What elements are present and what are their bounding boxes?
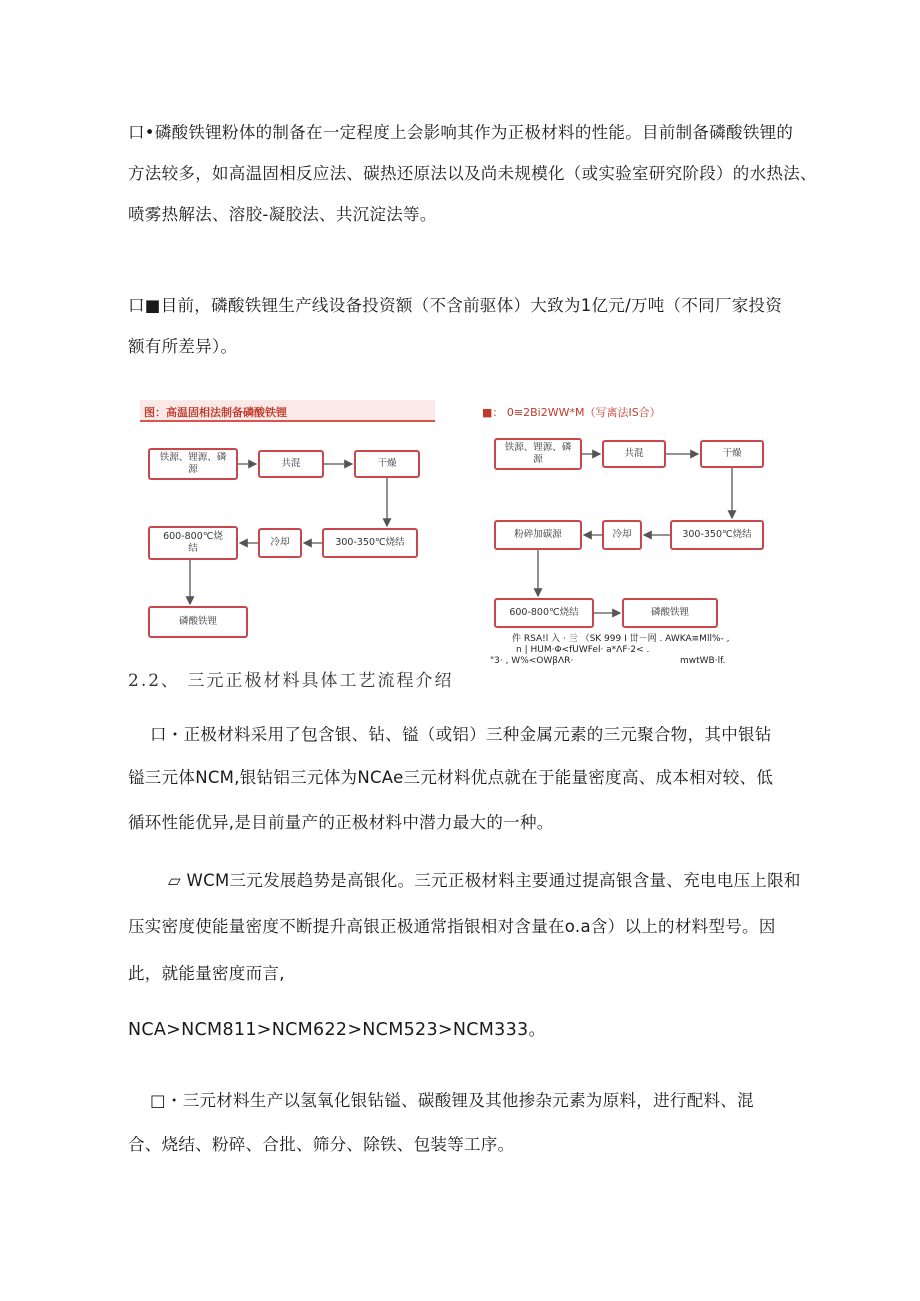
box-crush-carbon: 粉碎加碳源 [494, 520, 582, 550]
figure-title: 图：高温固相法制备磷酸铁锂 [144, 406, 287, 419]
box-sinter-600: 600-800℃烧结 [148, 526, 238, 560]
section-heading: 2.2、 三元正极材料具体工艺流程介绍 [128, 671, 454, 691]
box-raw-materials: 铁源、锂源、磷源 [148, 448, 238, 480]
text-line: 口•磷酸铁锂粉体的制备在一定程度上会影响其作为正极材料的性能。目前制备磷酸铁锂的 [128, 123, 794, 142]
text-line: 压实密度使能量密度不断提升高银正极通常指银相对含量在o.a含）以上的材料型号。因 [128, 917, 776, 936]
flow-arrows [480, 400, 780, 640]
figure-source-note: n | HUM·Φ<fUWFel· a*ΛF·2< . [516, 645, 650, 655]
paragraph-high-nickel-cont [128, 906, 808, 994]
paragraph-ternary-intro [150, 714, 810, 755]
text-line: 口・正极材料采用了包含银、钻、镒（或铝）三种金属元素的三元聚合物，其中银钻 [150, 725, 772, 744]
text-line: NCA>NCM811>NCM622>NCM523>NCM333。 [128, 1020, 547, 1040]
paragraph-energy-ranking [128, 1010, 808, 1051]
box-dry: 干燥 [354, 450, 420, 478]
figure-source-note: "3· , W%<OWβΛR· [490, 656, 574, 666]
box-sinter-600: 600-800℃烧结 [494, 598, 594, 628]
figure-title: ■： 0≡2Bi2WW*M（写离法IS合） [482, 406, 661, 419]
box-mix: 共混 [258, 450, 324, 478]
box-dry: 干燥 [700, 440, 764, 468]
paragraph-ternary-intro-cont [128, 757, 808, 843]
box-raw-materials: 铁源、锂源、磷源 [494, 438, 582, 470]
text-line: □・三元材料生产以氢氧化银钻镒、碳酸锂及其他掺杂元素为原料，进行配料、混 [150, 1091, 754, 1110]
box-sinter-300: 300-350℃烧结 [670, 520, 764, 550]
text-line: 口■目前，磷酸铁锂生产线设备投资额（不含前驱体）大致为1亿元/万吨（不同厂家投资 [128, 296, 783, 315]
text-line: 额有所差异）。 [128, 337, 238, 356]
figure-carbothermal-process [480, 400, 780, 670]
box-sinter-300: 300-350℃烧结 [322, 528, 418, 558]
paragraph-high-nickel [168, 860, 808, 901]
text-line: 循环性能优异,是目前量产的正极材料中潜力最大的一种。 [128, 813, 554, 832]
paragraph-lfp-preparation [128, 112, 817, 235]
text-line: 合、烧结、粉碎、合批、筛分、除铁、包装等工序。 [128, 1135, 515, 1154]
figure-source-note: 件 RSA!l 入 · 亖 （SK 999 I 丗－网 . AWKA≡Mll%- , [512, 634, 730, 644]
text-line: 方法较多，如高温固相反应法、碳热还原法以及尚未规模化（或实验室研究阶段）的水热法、 [128, 164, 817, 183]
text-line: 镒三元体NCM,银钻铝三元体为NCAe三元材料优点就在于能量密度高、成本相对较、低 [128, 768, 774, 787]
box-cool: 冷却 [258, 528, 302, 558]
paragraph-ternary-production [150, 1080, 810, 1121]
text-line: 喷雾热解法、溶胶-凝胶法、共沉淀法等。 [128, 205, 437, 224]
box-product: 磷酸铁锂 [148, 606, 248, 638]
text-line: ▱ WCM三元发展趋势是高银化。三元正极材料主要通过提高银含量、充电电压上限和 [168, 871, 801, 890]
paragraph-lfp-investment [128, 285, 808, 367]
paragraph-ternary-production-cont [128, 1124, 808, 1165]
figure-source-note: mwtWB·lf. [680, 656, 726, 666]
box-mix: 共混 [602, 440, 666, 468]
text-line: 此，就能量密度而言, [128, 964, 285, 983]
flow-arrows [140, 400, 440, 650]
figure-solid-state-process [140, 400, 440, 650]
box-cool: 冷却 [602, 520, 642, 550]
box-product: 磷酸铁锂 [622, 598, 718, 628]
